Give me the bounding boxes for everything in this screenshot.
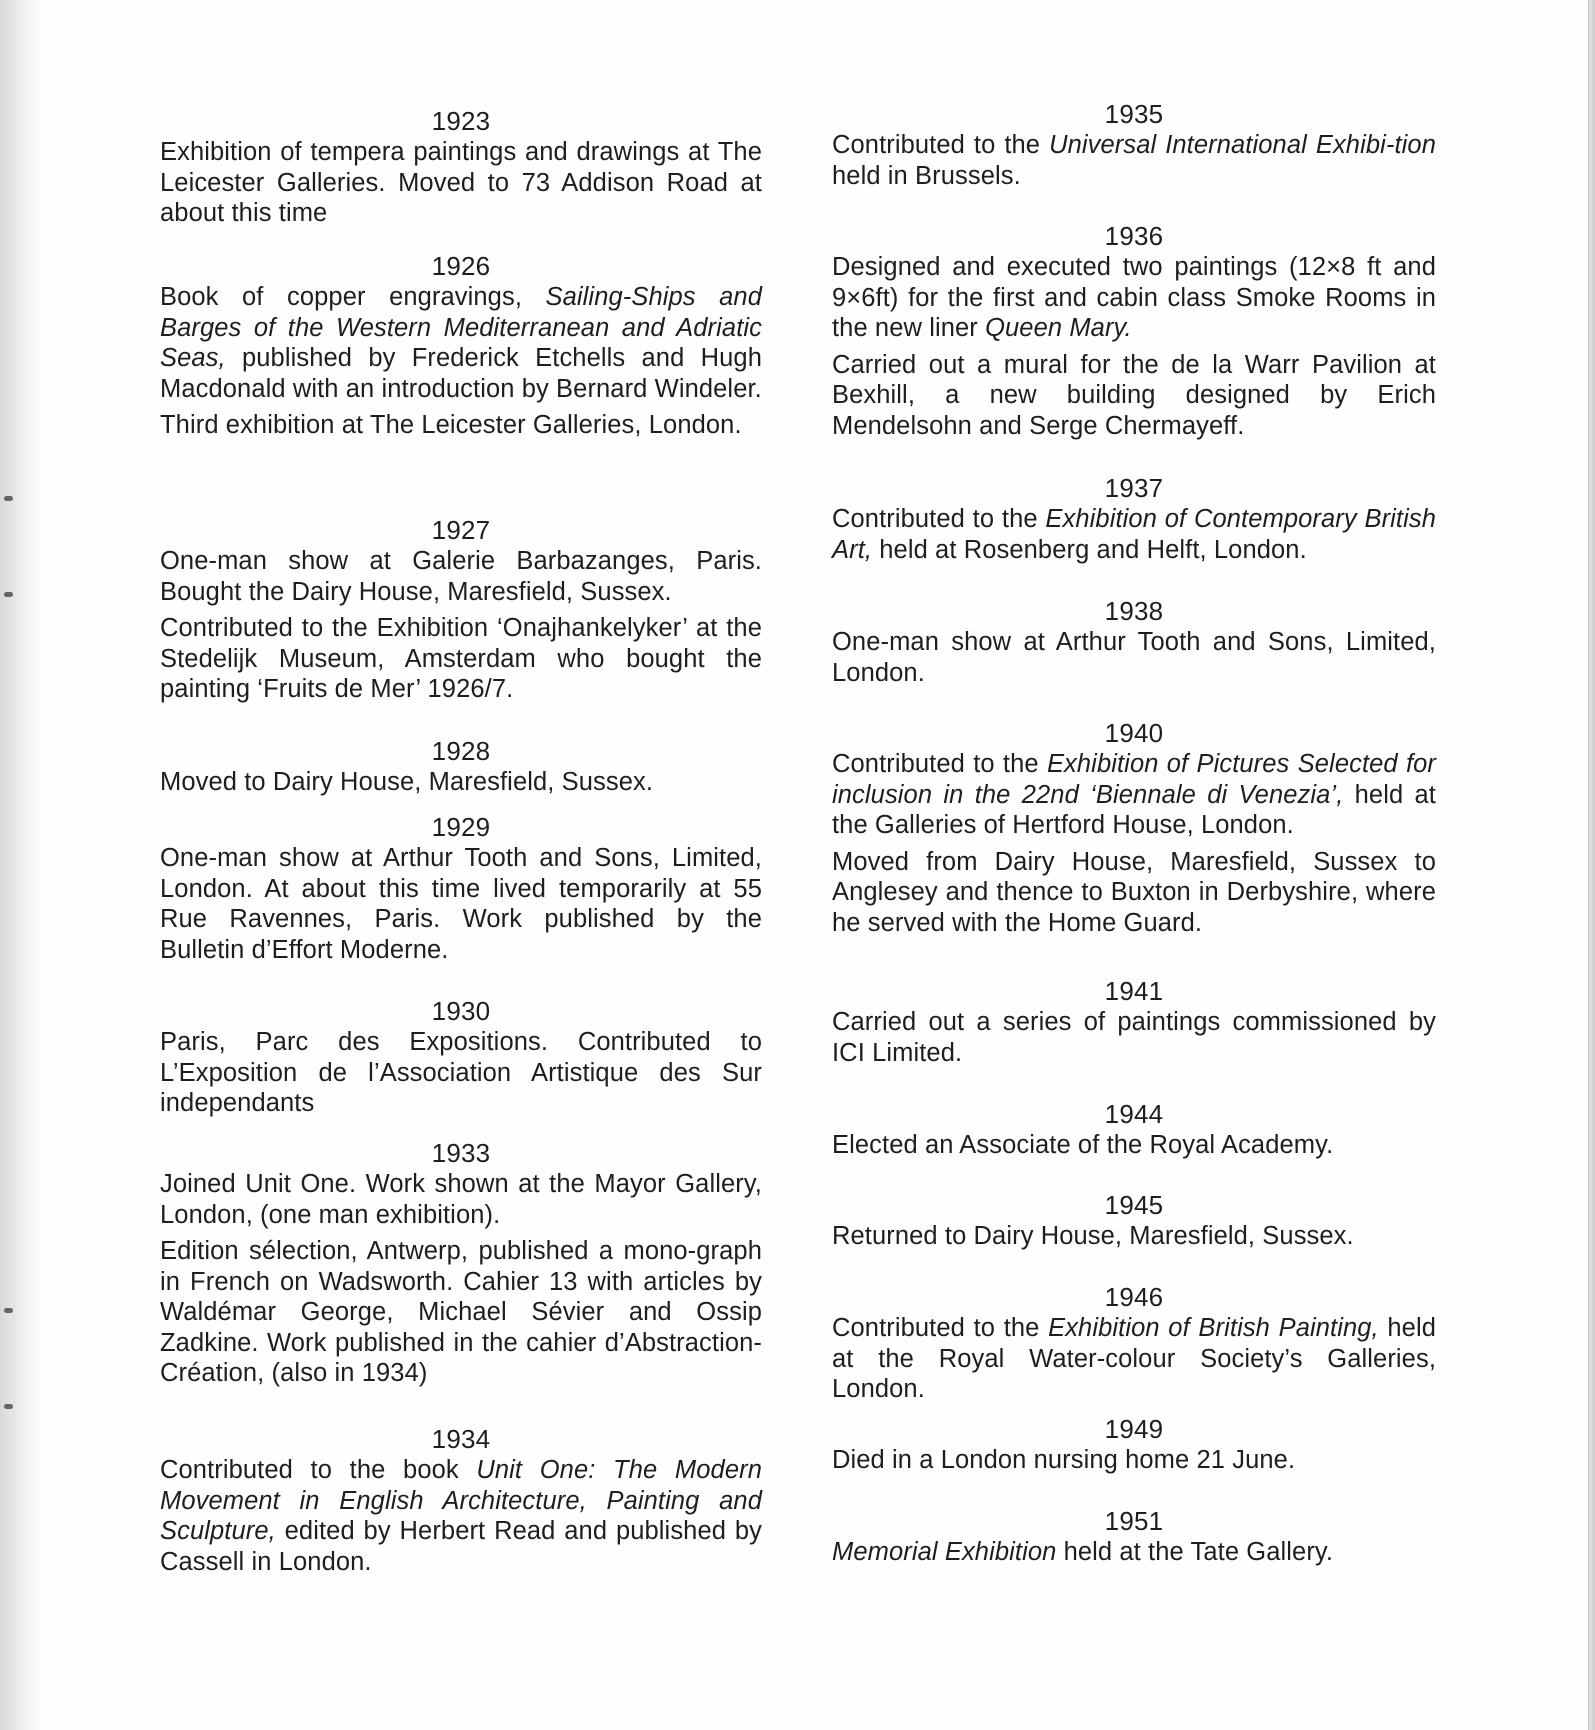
entry-year: 1929 — [431, 812, 491, 842]
binding-gutter-shadow — [0, 0, 40, 1730]
chronology-entry-1946 — [832, 1282, 1436, 1411]
body-text: Designed and executed two paintings (12×8 ft and 9×6ft) for the first and cabin class Smoke Rooms in the new liner — [832, 253, 1436, 342]
body-text: Exhibition of tempera paintings and drawings at The Leicester Galleries. Moved to 73 Addison Road at about this time — [160, 138, 762, 227]
entry-year: 1928 — [431, 736, 491, 766]
chronology-entry-1935 — [832, 99, 1436, 197]
entry-paragraph — [160, 1027, 762, 1119]
chronology-entry-1929 — [160, 812, 762, 971]
body-text: edited by Herbert Read and published by Cassell in London. — [160, 1517, 762, 1576]
italic-title-text: Memorial Exhibition — [832, 1538, 1057, 1566]
chronology-entry-1930 — [160, 996, 762, 1125]
body-text: Carried out a mural for the de la Warr Pavilion at Bexhill, a new building designed by Erich Mendelsohn and Serge Chermayeff. — [832, 350, 1436, 440]
entry-year: 1935 — [1104, 99, 1164, 129]
chronology-entry-1941 — [832, 976, 1436, 1074]
chronology-entry-1945 — [832, 1190, 1436, 1258]
entry-paragraph — [832, 504, 1436, 565]
entry-year: 1949 — [1104, 1414, 1164, 1444]
entry-paragraph — [160, 767, 762, 798]
entry-paragraph — [832, 252, 1436, 344]
body-text: Paris, Parc des Expositions. Contributed to L’Exposition de l’Association Artistique des Sur independants — [160, 1028, 762, 1117]
body-text: Book of copper engravings, — [160, 283, 546, 311]
body-text: Moved from Dairy House, Maresfield, Sussex to Anglesey and thence to Buxton in Derbyshire, where he served with the Home Guard. — [832, 847, 1436, 937]
body-text: Contributed to the — [832, 505, 1046, 533]
entry-paragraph — [160, 282, 762, 404]
entry-paragraph — [160, 613, 762, 705]
entry-paragraph — [832, 1130, 1436, 1161]
italic-title-text: Queen Mary. — [985, 314, 1132, 342]
body-text: Contributed to the book — [160, 1456, 477, 1484]
entry-paragraph — [832, 350, 1436, 442]
body-text: Contributed to the Exhibition ‘Onajhankelyker’ at the Stedelijk Museum, Amsterdam who bought the painting ‘Fruits de Mer’ 1926/7. — [160, 614, 762, 703]
entry-year: 1927 — [431, 515, 491, 545]
entry-year: 1951 — [1104, 1506, 1164, 1536]
body-text: Moved to Dairy House, Maresfield, Sussex. — [160, 768, 654, 796]
entry-paragraph — [832, 627, 1436, 688]
italic-title-text: Unit One: The Modern Movement in English Architecture, Painting and Sculpture, — [160, 1456, 762, 1545]
entry-paragraph — [832, 1445, 1436, 1476]
chronology-entry-1951 — [832, 1506, 1436, 1574]
entry-year: 1940 — [1104, 718, 1164, 748]
body-text: held at Rosenberg and Helft, London. — [872, 535, 1307, 564]
italic-title-text: Universal International Exhibi-tion — [1049, 131, 1436, 159]
body-text: Returned to Dairy House, Maresfield, Sussex. — [832, 1222, 1354, 1250]
binding-mark — [4, 1404, 13, 1409]
body-text: Died in a London nursing home 21 June. — [832, 1446, 1296, 1474]
entry-paragraph — [832, 1313, 1436, 1405]
entry-paragraph — [832, 1007, 1436, 1068]
entry-year: 1930 — [431, 996, 491, 1026]
entry-year: 1923 — [431, 106, 491, 136]
entry-paragraph — [832, 749, 1436, 841]
entry-year: 1933 — [431, 1138, 491, 1168]
chronology-entry-1923 — [160, 106, 762, 235]
entry-year: 1941 — [1104, 976, 1164, 1006]
chronology-entry-1933 — [160, 1138, 762, 1395]
chronology-entry-1944 — [832, 1099, 1436, 1167]
body-text: One-man show at Galerie Barbazanges, Paris. Bought the Dairy House, Maresfield, Sussex. — [160, 547, 762, 606]
body-text: Contributed to the — [832, 750, 1047, 778]
entry-paragraph — [160, 137, 762, 229]
binding-mark — [4, 592, 13, 597]
body-text: Elected an Associate of the Royal Academy. — [832, 1131, 1334, 1159]
chronology-entry-1940 — [832, 718, 1436, 944]
body-text: Joined Unit One. Work shown at the Mayor Gallery, London, (one man exhibition). — [160, 1170, 762, 1229]
entry-paragraph — [160, 410, 762, 441]
body-text: held at the Galleries of Hertford House, London. — [832, 780, 1436, 839]
binding-mark — [4, 1308, 13, 1313]
entry-paragraph — [832, 847, 1436, 939]
body-text: One-man show at Arthur Tooth and Sons, Limited, London. At about this time lived temporarily at 55 Rue Ravennes, Paris. Work published by the Bulletin d’Effort Moderne. — [160, 844, 762, 964]
binding-mark — [4, 496, 13, 501]
entry-year: 1936 — [1104, 221, 1164, 251]
entry-year: 1944 — [1104, 1099, 1164, 1129]
entry-year: 1945 — [1104, 1190, 1164, 1220]
entry-year: 1934 — [431, 1424, 491, 1454]
body-text: Third exhibition at The Leicester Galleries, London. — [160, 411, 742, 439]
chronology-entry-1936 — [832, 221, 1436, 447]
body-text: Contributed to the — [832, 1314, 1049, 1342]
italic-title-text: Exhibition of British Painting, — [1048, 1314, 1379, 1342]
entry-paragraph — [160, 843, 762, 965]
body-text: One-man show at Arthur Tooth and Sons, Limited, London. — [832, 628, 1436, 687]
body-text: held at the Tate Gallery. — [1056, 1538, 1334, 1566]
entry-paragraph — [832, 1537, 1436, 1568]
body-text: Contributed to the — [832, 131, 1050, 159]
italic-title-text: Exhibition of Pictures Selected for inclusion in the 22nd ‘Biennale di Venezia’, — [832, 750, 1437, 809]
chronology-entry-1927 — [160, 515, 762, 711]
chronology-entry-1928 — [160, 736, 762, 804]
body-text: held at the Royal Water-colour Society’s Galleries, London. — [832, 1314, 1437, 1403]
chronology-entry-1949 — [832, 1414, 1436, 1482]
entry-year: 1937 — [1104, 473, 1164, 503]
entry-paragraph — [160, 1236, 762, 1389]
page-edge-shadow — [1589, 0, 1595, 1730]
body-text: Edition sélection, Antwerp, published a mono-graph in French on Wadsworth. Cahier 13 with articles by Waldémar George, Michael Sévier and Ossip Zadkine. Work published in the cahier d’Abstraction-Création, (also in 1934) — [160, 1237, 762, 1387]
entry-year: 1926 — [431, 251, 491, 281]
entry-year: 1938 — [1104, 596, 1164, 626]
body-text: published by Frederick Etchells and Hugh Macdonald with an introduction by Bernard Windeler. — [160, 344, 762, 403]
chronology-entry-1938 — [832, 596, 1436, 694]
entry-paragraph — [160, 546, 762, 607]
chronology-entry-1934 — [160, 1424, 762, 1583]
entry-paragraph — [832, 130, 1436, 191]
entry-paragraph — [832, 1221, 1436, 1252]
entry-year: 1946 — [1104, 1282, 1164, 1312]
binding-line — [14, 0, 15, 1730]
italic-title-text: Sailing-Ships and Barges of the Western Mediterranean and Adriatic Seas, — [160, 283, 762, 372]
italic-title-text: Exhibition of Contemporary British Art, — [832, 505, 1437, 564]
entry-paragraph — [160, 1169, 762, 1230]
entry-paragraph — [160, 1455, 762, 1577]
body-text: held in Brussels. — [832, 161, 1021, 190]
chronology-entry-1926 — [160, 251, 762, 447]
body-text: Carried out a series of paintings commissioned by ICI Limited. — [832, 1008, 1436, 1067]
chronology-entry-1937 — [832, 473, 1436, 571]
